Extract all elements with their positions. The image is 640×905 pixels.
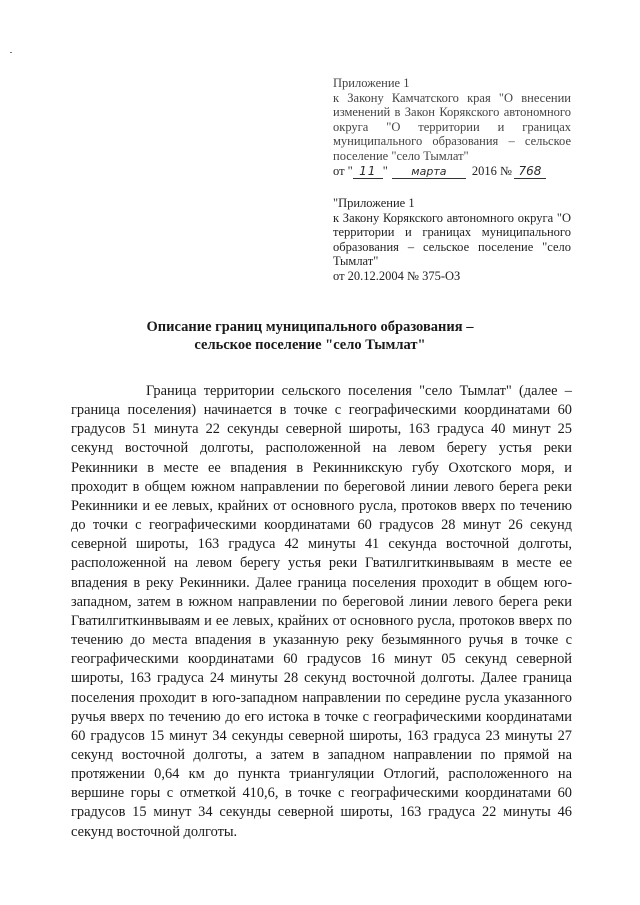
appendix-law-reference-original: к Закону Корякского автономного округа "О территории и границах муниципального образования – сельское поселение "село Тымлат": [333, 210, 571, 269]
appendix-title-original: "Приложение 1: [333, 196, 415, 210]
date-year: 2016 №: [471, 163, 512, 178]
appendix-law-reference: к Закону Камчатского края "О внесении изменений в Закон Корякского автономного округа "О территории и границах муниципального образования – сельское поселение "село Тымлат": [333, 90, 571, 163]
date-day-handwritten: 11: [353, 165, 383, 179]
appendix-date-original: от 20.12.2004 № 375-ОЗ: [333, 268, 461, 283]
document-title-line1: Описание границ муниципального образования –: [146, 319, 474, 335]
boundary-description: Граница территории сельского поселения "село Тымлат" (далее – граница поселения) начинается в точке с географическими координатами 60 градусов 51 минута 22 секунды северной широты, 163 градуса 40 минут 25 секунд восточной долготы, расположенной на левом берегу устья реки Рекинники в месте ее впадения в Рекинникскую губу Охотского моря, и проходит в общем южном направлении по береговой линии левого берега реки Рекинники и ее левых, крайних от основного русла, протоков вверх по течению до точки с географическими координатами 60 градусов 28 минут 26 секунд северной широты, 163 градуса 42 минуты 41 секунда восточной долготы, расположенной на левом берегу устья реки Гватилгиткинвываям в месте ее впадения в реку Рекинники. Далее граница поселения проходит в общем юго-западном, затем в южном направлении по береговой линии левого берега реки Гватилгиткинвываям и ее левых, крайних от основного русла, протоков вверх по течению до места впадения в указанную реку безымянного ручья в точке с географическими координатами 60 градусов 16 минут 05 секунд северной широты, 163 градуса 24 минуты 28 секунд восточной долготы. Далее граница поселения проходит в юго-западном направлении по середине русла указанного ручья вверх по течению до его истока в точке с географическими координатами 60 градусов 15 минут 34 секунды северной широты, 163 градуса 23 минуты 27 секунд восточной долготы, а затем в западном направлении по прямой на протяжении 0,64 км до пункта триангуляции Отлогий, расположенного на вершине горы с отметкой 410,6, в точке с географическими координатами 60 градусов 15 минут 34 секунды северной широты, 163 градуса 22 минуты 46 секунд восточной долготы.: [71, 383, 572, 840]
appendix-date-line: [333, 164, 571, 179]
date-month-handwritten: марта: [392, 165, 466, 179]
date-prefix: от ": [333, 163, 353, 178]
date-quote: ": [382, 163, 388, 178]
scan-mark: [10, 52, 12, 53]
appendix-header-original: [333, 196, 571, 284]
appendix-header-new: [333, 76, 571, 179]
law-number-handwritten: 768: [514, 165, 546, 179]
document-title: [100, 318, 520, 354]
appendix-title: Приложение 1: [333, 76, 410, 90]
document-title-line2: сельское поселение "село Тымлат": [194, 337, 426, 353]
